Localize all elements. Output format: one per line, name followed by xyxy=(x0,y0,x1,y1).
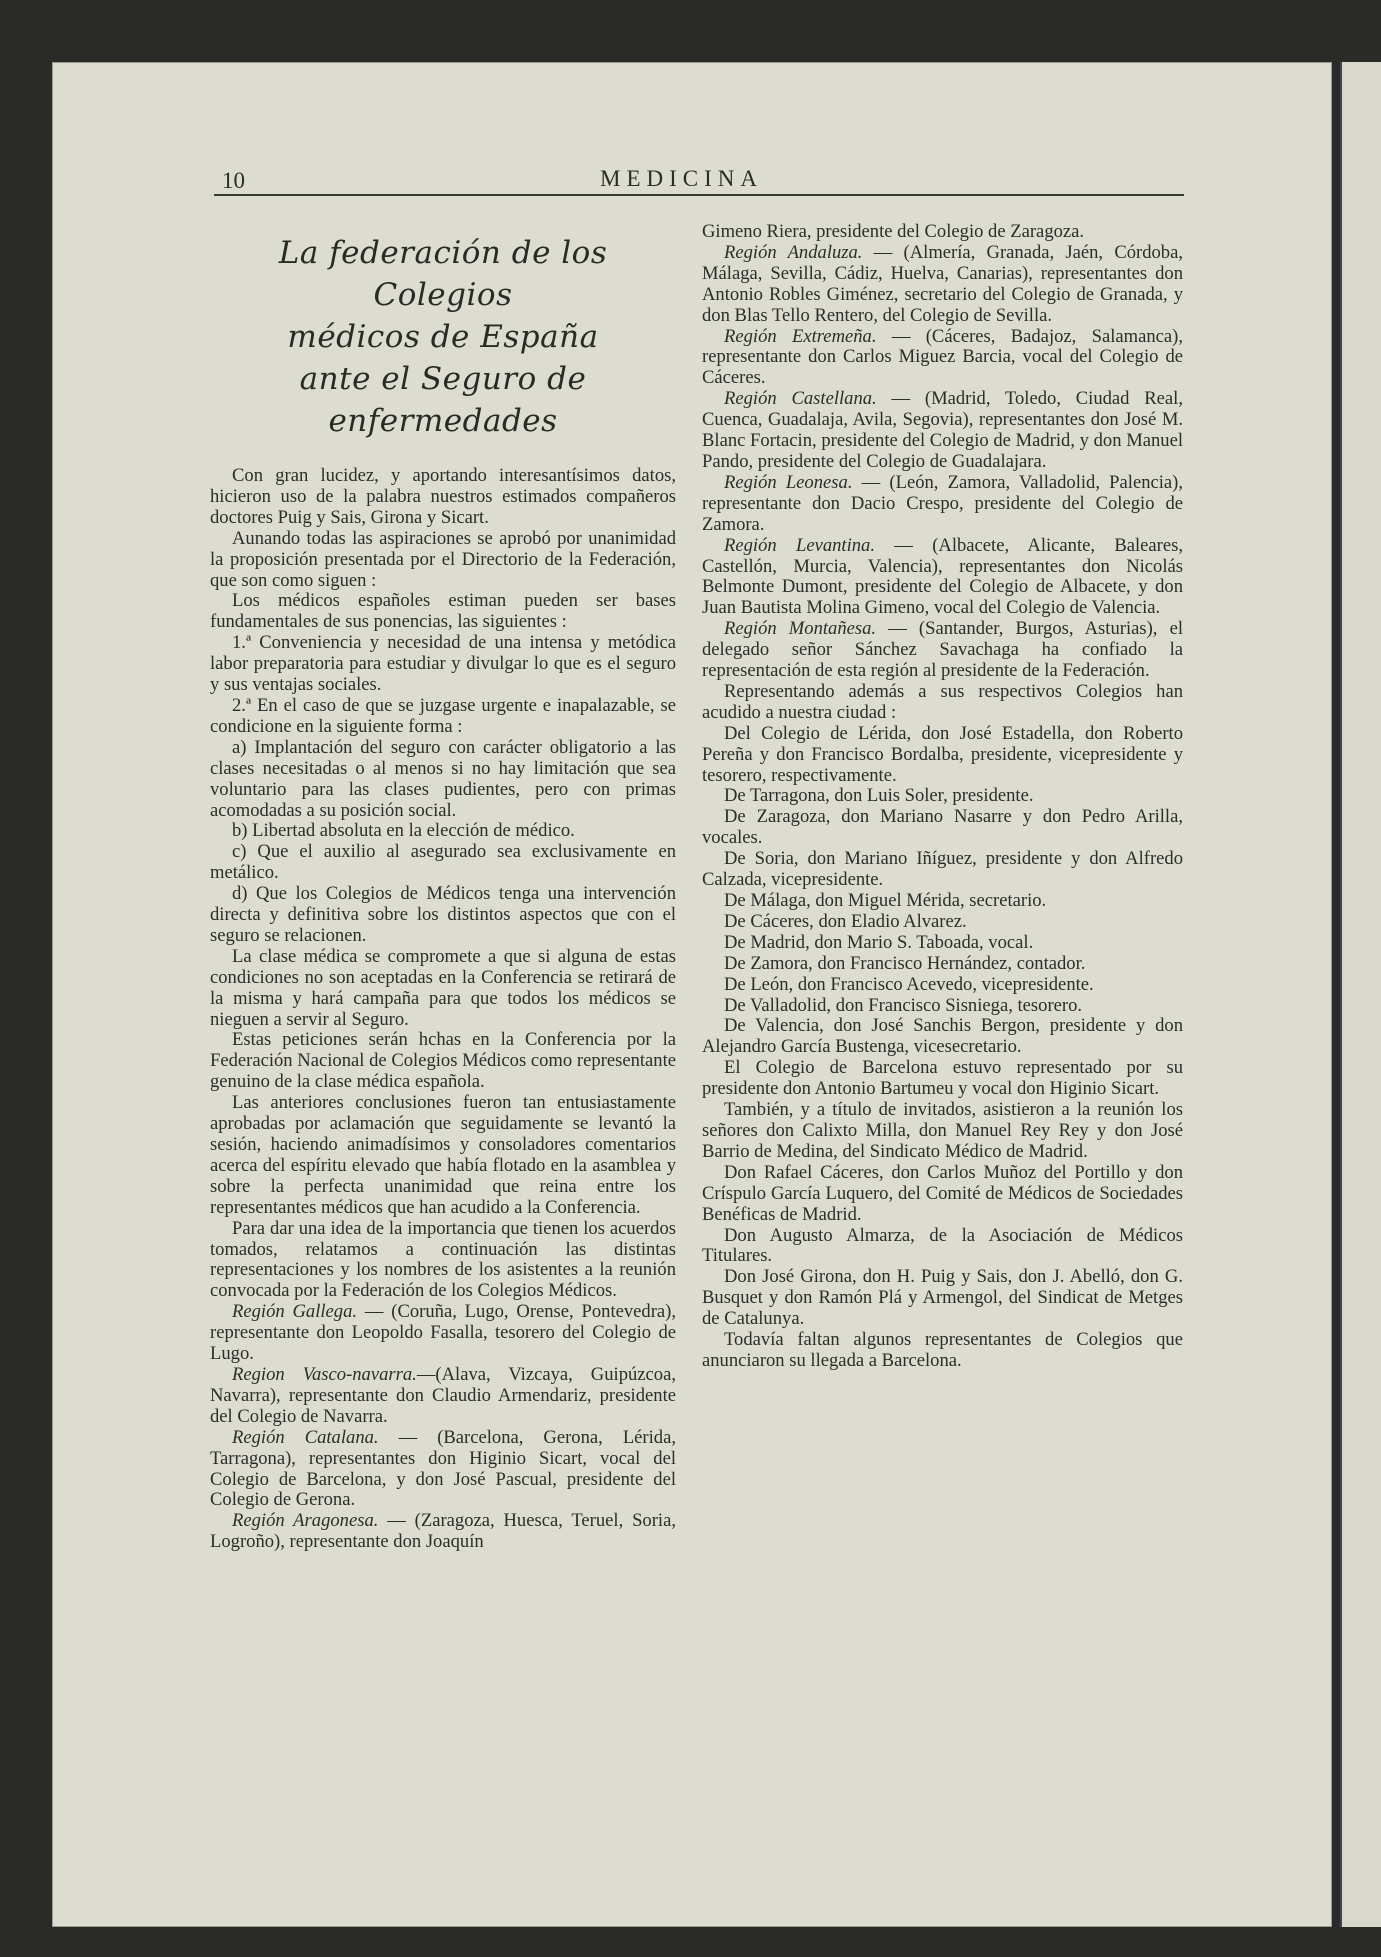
paragraph: b) Libertad absoluta en la elección de médico. xyxy=(232,820,575,842)
region-text: — (Albacete, Alicante, Baleares, Castellón, Murcia, Valencia), representantes don Nicolás Belmonte Dumont, presidente del Colegio de Albacete, y don Juan Bautista Molina Gimeno, vocal del Colegio de Valencia. xyxy=(702,534,1183,619)
paragraph: 2.ª En el caso de que se juzgase urgente e inapalazable, se condicione en la siguiente forma : xyxy=(210,694,676,737)
region-name: Región Castellana. xyxy=(724,388,877,410)
title-line: ante el Seguro de enfermedades xyxy=(299,361,587,439)
region-name: Región Montañesa. xyxy=(724,618,877,640)
paragraph: d) Que los Colegios de Médicos tenga una intervención directa y definitiva sobre los distintos aspectos que con el seguro se relacionen. xyxy=(210,883,676,946)
right-column xyxy=(702,222,1183,1372)
paragraph: De Valencia, don José Sanchis Bergon, presidente y don Alejandro García Bustenga, vicesecretario. xyxy=(702,1015,1183,1058)
region-text: — (Almería, Granada, Jaén, Córdoba, Málaga, Sevilla, Cádiz, Huelva, Canarias), representantes don Antonio Robles Giménez, secretario del Colegio de Granada, y don Blas Tello Rentero, del Colegio de Sevilla. xyxy=(702,241,1183,326)
paragraph: Todavía faltan algunos representantes de Colegios que anunciaron su llegada a Barcelona. xyxy=(702,1329,1183,1371)
paragraph: Don José Girona, don H. Puig y Sais, don J. Abelló, don G. Busquet y don Ramón Plá y Armengol, del Sindicat de Metges de Catalunya. xyxy=(702,1266,1183,1330)
paragraph: Para dar una idea de la importancia que tienen los acuerdos tomados, relatamos a continuación las distintas representaciones y los nombres de los asistentes a la reunión convocada por la Federación de los Colegios Médicos. xyxy=(210,1217,676,1302)
paragraph: c) Que el auxilio al asegurado sea exclusivamente en metálico. xyxy=(210,841,676,884)
region-paragraph xyxy=(702,389,1183,473)
region-text: — (Barcelona, Gerona, Lérida, Tarragona), representantes don Higinio Sicart, vocal del Colegio de Barcelona, y don José Pascual, presidente del Colegio de Gerona. xyxy=(210,1426,676,1511)
title-line: médicos de España xyxy=(287,319,599,355)
page-number: 10 xyxy=(222,168,245,193)
region-name: Región Leonesa. xyxy=(724,471,853,493)
paragraph: Don Augusto Almarza, de la Asociación de Médicos Titulares. xyxy=(702,1224,1183,1267)
paragraph-continued: Gimeno Riera, presidente del Colegio de Zaragoza. xyxy=(702,221,1085,242)
paragraph: Representando además a sus respectivos Colegios han acudido a nuestra ciudad : xyxy=(702,680,1183,723)
region-paragraph xyxy=(702,243,1183,327)
paragraph: De Zaragoza, don Mariano Nasarre y don Pedro Arilla, vocales. xyxy=(702,806,1183,849)
region-text: —(Alava, Vizcaya, Guipúzcoa, Navarra), representante don Claudio Armendariz, presidente del Colegio de Navarra. xyxy=(210,1363,676,1427)
region-paragraph xyxy=(210,1511,676,1553)
region-paragraph xyxy=(702,619,1183,682)
region-text: — (León, Zamora, Valladolid, Palencia), representante don Dacio Crespo, presidente del Colegio de Zamora. xyxy=(702,471,1184,535)
paragraph: a) Implantación del seguro con carácter obligatorio a las clases necesitadas o al menos si no hay limitación que sea voluntario para las clases pudientes, pero con primas acomodadas a su posición social. xyxy=(210,736,676,821)
paragraph: Los médicos españoles estiman pueden ser bases fundamentales de sus ponencias, las siguientes : xyxy=(210,590,676,633)
article-title xyxy=(210,232,676,442)
region-paragraph xyxy=(702,536,1183,620)
region-name: Region Vasco-navarra. xyxy=(232,1363,417,1385)
region-name: Región Aragonesa. xyxy=(232,1510,379,1532)
title-line: La federación de los Colegios xyxy=(278,235,608,313)
region-text: — (Coruña, Lugo, Orense, Pontevedra), representante don Leopoldo Fasalla, tesorero del Colegio de Lugo. xyxy=(210,1301,676,1365)
region-paragraph xyxy=(210,1365,676,1428)
paragraph: Estas peticiones serán hchas en la Conferencia por la Federación Nacional de Colegios Médicos como representante genuino de la clase médica española. xyxy=(210,1029,676,1093)
paragraph: De Madrid, don Mario S. Taboada, vocal. xyxy=(724,931,1034,953)
region-paragraph xyxy=(702,473,1183,536)
left-column xyxy=(210,222,676,1553)
paragraph: De Tarragona, don Luis Soler, presidente. xyxy=(724,785,1034,807)
region-text: — (Cáceres, Badajoz, Salamanca), representante don Carlos Miguez Barcia, vocal del Colegio de Cáceres. xyxy=(702,325,1183,389)
paragraph: 1.ª Conveniencia y necesidad de una intensa y metódica labor preparatoria para estudiar y divulgar lo que es el seguro y sus ventajas sociales. xyxy=(210,632,676,696)
region-name: Región Extremeña. xyxy=(724,325,877,347)
paragraph: También, y a título de invitados, asistieron a la reunión los señores don Calixto Milla, don Manuel Rey Rey y don José Barrio de Medina, del Sindicato Médico de Madrid. xyxy=(702,1099,1183,1162)
region-paragraph xyxy=(210,1428,676,1512)
paragraph: El Colegio de Barcelona estuvo representado por su presidente don Antonio Bartumeu y vocal don Higinio Sicart. xyxy=(702,1057,1183,1100)
paragraph: De Cáceres, don Eladio Alvarez. xyxy=(724,910,967,932)
region-name: Región Levantina. xyxy=(724,534,875,556)
page-header xyxy=(214,168,1184,196)
region-text: — (Zaragoza, Huesca, Teruel, Soria, Logroño), representante don Joaquín xyxy=(210,1510,676,1553)
region-name: Región Andaluza. xyxy=(724,241,863,263)
region-text: — (Madrid, Toledo, Ciudad Real, Cuenca, Guadalaja, Avila, Segovia), representantes don José M. Blanc Fortacin, presidente del Colegio de Madrid, y don Manuel Pando, presidente del Colegio de Guadalajara. xyxy=(702,388,1183,472)
paragraph: De León, don Francisco Acevedo, vicepresidente. xyxy=(724,973,1094,995)
running-head: MEDICINA xyxy=(600,166,763,191)
region-paragraph xyxy=(702,327,1183,390)
paragraph: De Valladolid, don Francisco Sisniega, tesorero. xyxy=(724,994,1083,1016)
region-name: Región Gallega. xyxy=(232,1301,358,1323)
region-name: Región Catalana. xyxy=(232,1426,379,1448)
paragraph: Don Rafael Cáceres, don Carlos Muñoz del Portillo y don Críspulo García Luquero, del Comité de Médicos de Sociedades Benéficas de Madrid. xyxy=(702,1161,1183,1225)
region-paragraph xyxy=(210,1302,676,1365)
region-text: — (Santander, Burgos, Asturias), el delegado señor Sánchez Savachaga ha confiado la representación de esta región al presidente de la Federación. xyxy=(702,618,1183,682)
adjacent-page-edge xyxy=(1340,62,1381,1927)
paragraph: De Soria, don Mariano Iñíguez, presidente y don Alfredo Calzada, vicepresidente. xyxy=(702,848,1183,891)
paragraph: Las anteriores conclusiones fueron tan entusiastamente aprobadas por aclamación que seguidamente se levantó la sesión, haciendo animadísimos y consoladores comentarios acerca del espíritu elevado que había flotado en la asamblea y sobre la perfecta unanimidad que reina entre los representantes médicos que han acudido a la Conferencia. xyxy=(210,1092,676,1218)
paragraph: Con gran lucidez, y aportando interesantísimos datos, hicieron uso de la palabra nuestros estimados compañeros doctores Puig y Sais, Girona y Sicart. xyxy=(210,465,676,528)
paragraph: Aunando todas las aspiraciones se aprobó por unanimidad la proposición presentada por el Directorio de la Federación, que son como siguen : xyxy=(210,527,676,591)
paragraph: De Zamora, don Francisco Hernández, contador. xyxy=(724,952,1086,974)
paragraph: La clase médica se compromete a que si alguna de estas condiciones no son aceptadas en la Conferencia se retirará de la misma y hará campaña para que todos los médicos se nieguen a servir al Seguro. xyxy=(210,945,676,1030)
paragraph: Del Colegio de Lérida, don José Estadella, don Roberto Pereña y don Francisco Bordalba, presidente, vicepresidente y tesorero, respectivamente. xyxy=(702,722,1183,786)
paragraph: De Málaga, don Miguel Mérida, secretario. xyxy=(724,890,1047,911)
